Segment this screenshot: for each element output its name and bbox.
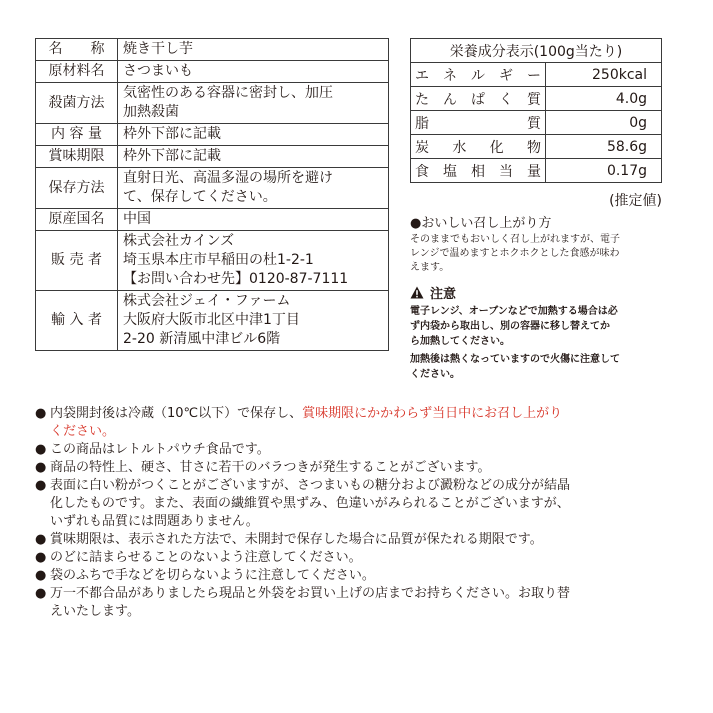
nutrition-value: 250kcal <box>546 63 662 87</box>
spec-value <box>118 231 389 291</box>
note-line: この商品はレトルトパウチ食品です。 <box>50 442 270 457</box>
spec-value <box>118 291 389 351</box>
note-item <box>35 567 685 585</box>
nutrition-label: エネルギー <box>411 63 546 87</box>
bullet: ● <box>35 406 47 421</box>
bullet: ● <box>35 460 47 475</box>
spec-key: 保存方法 <box>36 168 118 209</box>
note-line: 袋のふちで手などを切らないように注意してください。 <box>50 568 375 583</box>
caution-line: 加熱後は熱くなっていますので火傷に注意して <box>410 354 620 365</box>
bullet: ● <box>35 532 47 547</box>
note-line: 表面に白い粉がつくことがございますが、さつまいもの糖分および澱粉などの成分が結晶 <box>50 478 571 493</box>
caution-heading <box>410 283 456 302</box>
nutrition-row <box>411 63 662 87</box>
note-line: えいたします。 <box>50 604 140 619</box>
nutrition-label: 食塩相当量 <box>411 159 546 183</box>
spec-value-line: 2-20 新清風中津ビル6階 <box>123 331 281 347</box>
note-line: 賞味期限は、表示された方法で、未開封で保存した場合に品質が保たれる期限です。 <box>50 532 543 547</box>
spec-row-seller <box>36 231 389 291</box>
spec-row-ingredients <box>36 61 389 83</box>
spec-row-sterilization <box>36 83 389 124</box>
spec-value-line: 枠外下部に記載 <box>123 126 221 142</box>
note-item <box>35 585 685 621</box>
spec-value-line: て、保存してください。 <box>123 189 277 205</box>
spec-value-line: 株式会社ジェイ・ファーム <box>123 293 291 309</box>
spec-key: 販 売 者 <box>36 231 118 291</box>
spec-value-line: 加熱殺菌 <box>123 104 179 120</box>
note-line <box>50 405 685 423</box>
spec-row-name <box>36 39 389 61</box>
note-item <box>35 441 685 459</box>
spec-key: 輸 入 者 <box>36 291 118 351</box>
bullet: ● <box>35 550 47 565</box>
note-line: 商品の特性上、硬さ、甘さに若干のバラつきが発生することがございます。 <box>50 460 491 475</box>
caution-line: ください。 <box>410 369 460 380</box>
spec-value-line: 気密性のある容器に密封し、加圧 <box>123 85 333 101</box>
spec-value <box>118 83 389 124</box>
warning-triangle-icon <box>410 286 424 299</box>
nutrition-label: 脂質 <box>411 111 546 135</box>
spec-value <box>118 61 389 83</box>
bullet: ● <box>35 568 47 583</box>
nutrition-estimate-note: (推定値) <box>609 193 662 209</box>
howto-line: えます。 <box>410 262 450 273</box>
spec-value <box>118 146 389 168</box>
note-item <box>35 459 685 477</box>
bullet: ● <box>35 478 47 493</box>
spec-value <box>118 168 389 209</box>
spec-row-importer <box>36 291 389 351</box>
spec-value <box>118 209 389 231</box>
spec-key: 内 容 量 <box>36 124 118 146</box>
nutrition-row <box>411 111 662 135</box>
nutrition-value: 0g <box>546 111 662 135</box>
note-item <box>35 477 685 531</box>
spec-key: 名 称 <box>36 39 118 61</box>
spec-key: 原産国名 <box>36 209 118 231</box>
notes-list <box>35 405 685 621</box>
note-item <box>35 405 685 441</box>
nutrition-label: たんぱく質 <box>411 87 546 111</box>
spec-value-line: 直射日光、高温多湿の場所を避け <box>123 170 333 186</box>
nutrition-row <box>411 87 662 111</box>
spec-value-line: 株式会社カインズ <box>123 233 235 249</box>
nutrition-label: 炭水化物 <box>411 135 546 159</box>
howto-heading: ●おいしい召し上がり方 <box>410 216 552 231</box>
spec-key: 賞味期限 <box>36 146 118 168</box>
note-item <box>35 549 685 567</box>
nutrition-table <box>410 38 662 183</box>
caution-heading-text: 注意 <box>430 287 457 302</box>
howto-line: そのままでもおいしく召し上がれますが、電子 <box>410 234 620 245</box>
note-line: のどに詰まらせることのないよう注意してください。 <box>50 550 362 565</box>
nutrition-value: 4.0g <box>546 87 662 111</box>
spec-value-line: さつまいも <box>123 63 193 79</box>
caution-line: ず内袋から取出し、別の容器に移し替えてか <box>410 321 610 332</box>
spec-value <box>118 39 389 61</box>
spec-value-line: 枠外下部に記載 <box>123 148 221 164</box>
note-line: いずれも品質には問題ありません。 <box>50 514 259 529</box>
spec-key: 殺菌方法 <box>36 83 118 124</box>
spec-value-line: 【お問い合わせ先】0120-87-7111 <box>123 271 349 287</box>
spec-row-best-before <box>36 146 389 168</box>
howto-text <box>410 233 672 275</box>
note-item <box>35 531 685 549</box>
caution-line: 電子レンジ、オーブンなどで加熱する場合は必 <box>410 306 618 317</box>
bullet: ● <box>35 442 47 457</box>
bullet: ● <box>35 586 47 601</box>
nutrition-value: 58.6g <box>546 135 662 159</box>
spec-row-origin <box>36 209 389 231</box>
spec-key: 原材料名 <box>36 61 118 83</box>
spec-value <box>118 124 389 146</box>
product-spec-table <box>35 38 389 351</box>
spec-value-line: 焼き干し芋 <box>123 41 193 57</box>
spec-row-storage <box>36 168 389 209</box>
note-text-emphasis: ください。 <box>50 424 116 439</box>
caution-text <box>410 304 672 382</box>
nutrition-row <box>411 159 662 183</box>
note-text: 内袋開封後は冷蔵（10℃以下）で保存し、 <box>50 406 303 421</box>
nutrition-title: 栄養成分表示(100g当たり) <box>411 39 662 63</box>
note-line: 化したものです。また、表面の繊維質や黒ずみ、色違いがみられることがございますが、 <box>50 496 570 511</box>
spec-row-contents <box>36 124 389 146</box>
spec-value-line: 埼玉県本庄市早稲田の杜1-2-1 <box>123 252 314 268</box>
nutrition-row <box>411 135 662 159</box>
spec-value-line: 大阪府大阪市北区中津1丁目 <box>123 312 300 328</box>
caution-line: ら加熱してください。 <box>410 336 510 347</box>
note-text-emphasis: 賞味期限にかかわらず当日中にお召し上がり <box>302 406 563 421</box>
spec-value-line: 中国 <box>123 211 151 227</box>
howto-line: レンジで温めますとホクホクとした食感が味わ <box>410 248 620 259</box>
nutrition-value: 0.17g <box>546 159 662 183</box>
nutrition-title-row <box>411 39 662 63</box>
note-line: 万一不都合品がありましたら現品と外袋をお買い上げの店までお持ちください。お取り替 <box>50 586 571 601</box>
